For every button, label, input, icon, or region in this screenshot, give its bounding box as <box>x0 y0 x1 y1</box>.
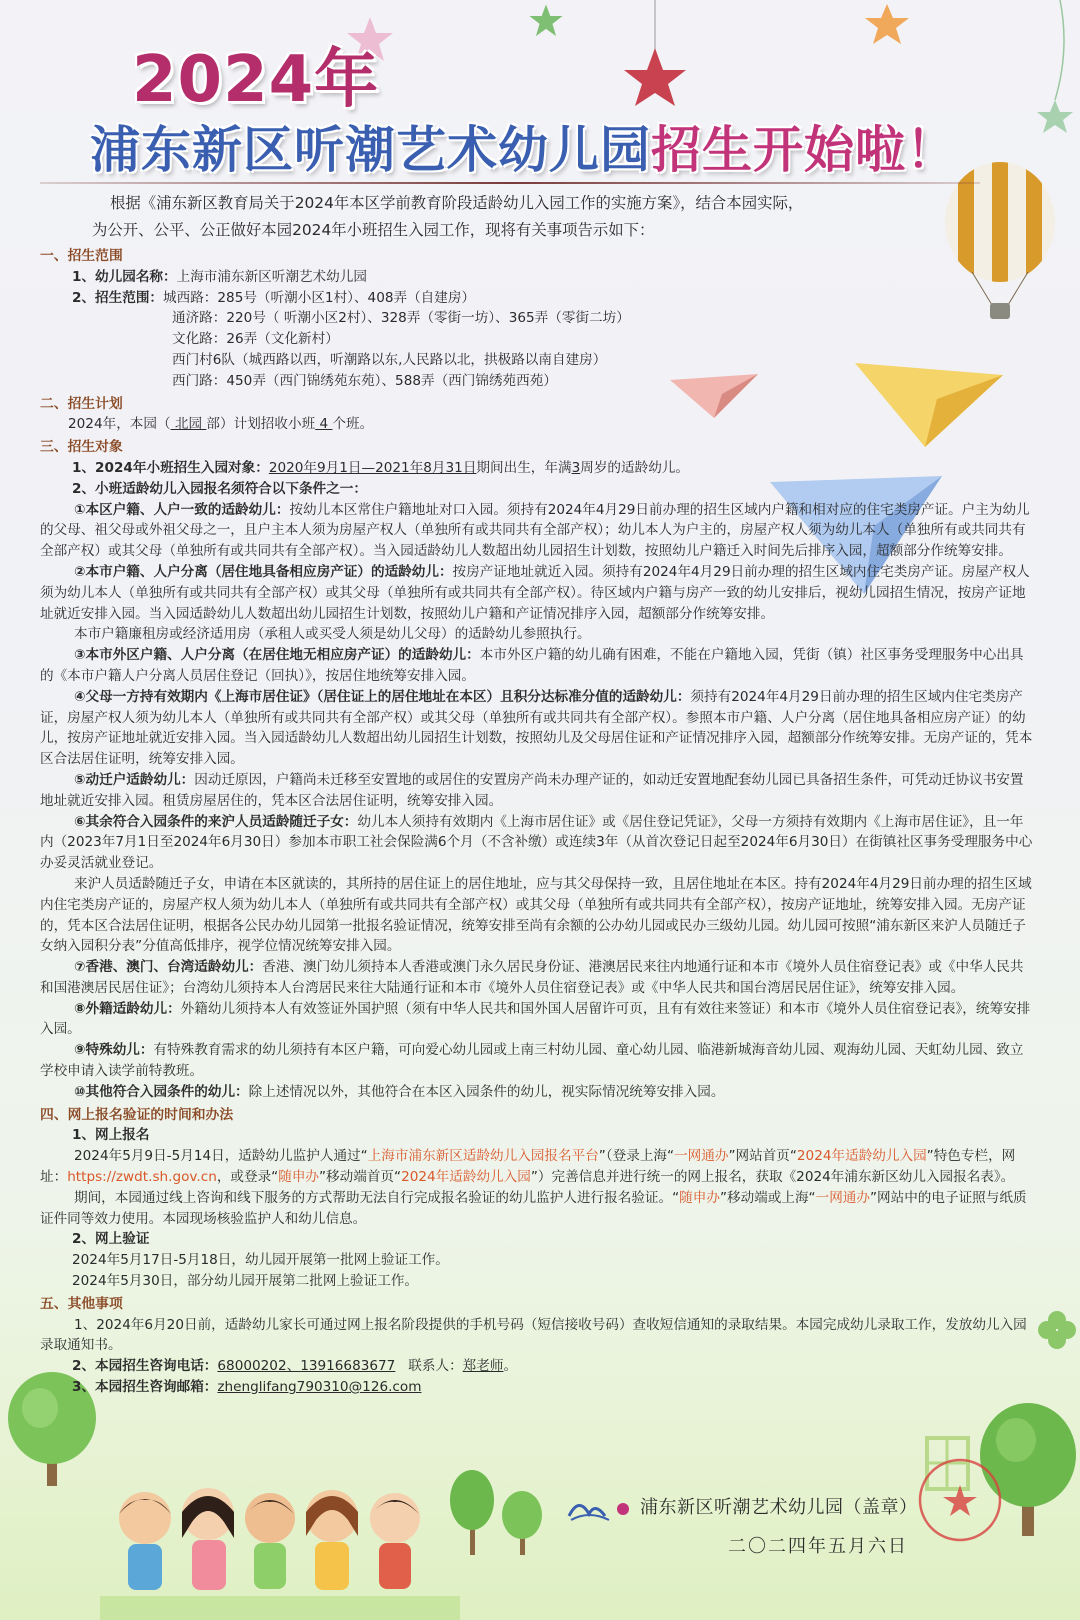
plan-row <box>40 414 1035 435</box>
condition-6 <box>40 812 1035 874</box>
range-row-0 <box>40 288 1035 309</box>
footer-date: 二〇二四年五月六日 <box>728 1536 908 1557</box>
condition-10 <box>40 1082 1035 1103</box>
notice-body <box>40 190 1035 1398</box>
range-item: 城西路：285号（听潮小区1村）、408弄（自建房） <box>163 289 476 306</box>
intro-paragraph <box>40 190 1035 244</box>
star-decoration-green <box>528 3 564 39</box>
page-title-suffix: 招生开始啦！ <box>651 121 957 179</box>
clover-icon <box>1035 1308 1079 1352</box>
registration-platform-link[interactable]: 上海市浦东新区适龄幼儿入园报名平台 <box>367 1148 599 1165</box>
condition-label: ③本市外区户籍、人户分离（在居住地无相应房产证）的适龄幼儿： <box>74 647 480 664</box>
condition-text: 因动迁原因，户籍尚未迁移至安置地的或居住的安置房产尚未办理产证的，如动迁安置地配套幼儿园已具备招生条件，可凭动迁协议书安置地址就近安排入园。租赁房屋居住的，凭本区合法居住证明，统筹安排入园。 <box>40 771 1024 809</box>
footer-school-name: 浦东新区听潮艺术幼儿园（盖章） <box>640 1497 918 1518</box>
condition-label: ⑧外籍适龄幼儿： <box>74 1000 181 1017</box>
service-text: 期间，本园通过线上咨询和线下服务的方式帮助无法自行完成报名验证的幼儿监护人进行报名验证。“ <box>74 1189 680 1206</box>
contact-person: 郑老师 <box>462 1358 504 1375</box>
section-1-heading: 一、招生范围 <box>40 248 123 264</box>
plan-class-count: 4 <box>315 416 333 433</box>
plan-text: 个班。 <box>332 416 374 433</box>
email-address[interactable]: zhenglifang790310@126.com <box>217 1379 422 1396</box>
section-3-heading: 三、招生对象 <box>40 439 123 456</box>
condition-7 <box>40 957 1035 999</box>
condition-label: ⑥其余符合入园条件的来沪人员适龄随迁子女： <box>74 813 358 830</box>
phone-label: 2、本园招生咨询电话： <box>72 1358 218 1375</box>
online-verification-heading: 2、网上验证 <box>72 1231 150 1248</box>
reg-text: ”特色专栏，网址： <box>40 1148 1016 1186</box>
condition-text: 按房产证地址就近入园。须持有2024年4月29日前办理的招生区域内住宅类房产证。房屋产权人须为幼儿本人（单独所有或共同共有全部产权）或其父母（单独所有或共同共有全部产权）。待区域内户籍与房产一致的幼儿安排后，视幼儿园招生情况，按房产证地址就近安排入园。当入园适龄幼儿人数超出幼儿园招生计划数，按照幼儿户籍和产证情况排序入园，超额部分作统筹安排。 <box>40 563 1030 622</box>
verification-batch-2: 2024年5月30日，部分幼儿园开展第二批网上验证工作。 <box>72 1273 419 1290</box>
plan-campus: 北园 <box>170 416 207 433</box>
target-text: 期间出生，年满 <box>476 459 572 476</box>
section-5-heading: 五、其他事项 <box>40 1295 123 1312</box>
special-column-link-2[interactable]: 2024年适龄幼儿入园 <box>401 1169 531 1186</box>
condition-label: ⑤动迁户适龄幼儿： <box>74 771 195 788</box>
condition-text: 除上述情况以外，其他符合在本区入园条件的幼儿，视实际情况统筹安排入园。 <box>248 1083 725 1100</box>
condition-label: ②本市户籍、人户分离（居住地具备相应房产证）的适龄幼儿： <box>74 563 453 580</box>
condition-text: 按幼儿本区常住户籍地址对口入园。须持有2024年4月29日前办理的招生区域内户籍和相对应的住宅类房产证。户主为幼儿的父母、祖父母或外祖父母之一，且户主本人须为房屋产权人（单独所有或共同共有全部产权）；幼儿本人为户主的，房屋产权人须为幼儿本人（单独所有或共同共有全部产权）或其父母（单独所有或共同共有全部产权）。当入园适龄幼儿人数超出幼儿园招生计划数，按照幼儿户籍迁入时间先后排序入园，超额部分作统筹安排。 <box>40 501 1030 560</box>
reg-text: ”（登录上海“ <box>598 1148 675 1165</box>
condition-2-extra: 本市户籍廉租房或经济适用房（承租人或买受人须是幼儿父母）的适龄幼儿参照执行。 <box>74 626 591 643</box>
condition-text: 外籍幼儿须持本人有效签证外国护照（须有中华人民共和国外国人居留许可页，且有有效往来签证）和本市《境外人员住宿登记表》，统筹安排入园。 <box>40 1000 1031 1038</box>
target-row <box>40 458 1035 479</box>
hanging-star-red-icon <box>620 0 690 120</box>
service-text: ”网站中的电子证照与纸质证件同等效力使用。本园现场核验监护人和幼儿信息。 <box>40 1189 1027 1227</box>
suishenban-link[interactable]: 随申办 <box>278 1169 320 1186</box>
phone-numbers[interactable]: 68000202、13916683677 <box>217 1358 396 1375</box>
contact-end: 。 <box>503 1358 518 1375</box>
school-logo-icon <box>565 1494 635 1524</box>
target-age: 3 <box>571 459 581 476</box>
ywtb-link[interactable]: 一网通办 <box>674 1148 729 1165</box>
reg-text: ”移动端首页“ <box>319 1169 402 1186</box>
section-4-heading: 四、网上报名验证的时间和办法 <box>40 1106 234 1123</box>
condition-text: 须持有2024年4月29日前办理的招生区域内住宅类房产证，房屋产权人须为幼儿本人（单独所有或共同共有全部产权）或其父母（单独所有或共同共有全部产权）。参照本市户籍、人户分离（居住地具备相应房产证）的幼儿，按房产证地址就近安排入园。当入园适龄幼儿人数超出幼儿园招生计划数，按照幼儿及父母居住证和产证情况排序入园，超额部分作统筹安排。无房产证的，凭本区合法居住证明，统筹安排入园。 <box>40 688 1033 768</box>
condition-text: 本市外区户籍的幼儿确有困难，不能在户籍地入园，凭街（镇）社区事务受理服务中心出具的《本市户籍人户分离人员居住登记（回执）》，按居住地统筹安排入园。 <box>40 647 1024 684</box>
hanging-star-teal-icon <box>1030 0 1080 150</box>
condition-5 <box>40 770 1035 812</box>
condition-text: 香港、澳门幼儿须持本人香港或澳门永久居民身份证、港澳居民来往内地通行证和本市《境外人员住宿登记表》或《中华人民共和国港澳居民居住证》；台湾幼儿须持本人台湾居民来往大陆通行证和本市《境外人员住宿登记表》或《中华人民共和国台湾居民居住证》，统筹安排入园。 <box>40 959 1024 996</box>
website-url-link[interactable]: https://zwdt.sh.gov.cn <box>67 1169 217 1186</box>
target-text: 周岁的适龄幼儿。 <box>580 459 689 476</box>
target-birth-range: 2020年9月1日—2021年8月31日 <box>268 459 477 476</box>
children-illustration <box>100 1478 460 1620</box>
range-label: 2、招生范围： <box>72 289 164 306</box>
condition-2 <box>40 562 1035 624</box>
verification-batch-1: 2024年5月17日-5月18日，幼儿园开展第一批网上验证工作。 <box>72 1252 449 1269</box>
conditions-heading: 2、小班适龄幼儿入园报名须符合以下条件之一： <box>72 480 367 497</box>
ywtb-link-2[interactable]: 一网通办 <box>815 1189 870 1206</box>
service-text: ”移动端或上海“ <box>719 1189 816 1206</box>
plan-text: 部）计划招收小班 <box>206 416 316 433</box>
condition-label: ⑩其他符合入园条件的幼儿： <box>74 1083 249 1100</box>
page-title-school: 浦东新区听潮艺术幼儿园 <box>90 121 651 179</box>
condition-3 <box>40 645 1035 687</box>
range-row-3: 西门村6队（城西路以西，听潮路以东,人民路以北，拱极路以南自建房） <box>172 351 607 368</box>
reg-text: 2024年5月9日-5月14日，适龄幼儿监护人通过“ <box>74 1148 368 1165</box>
condition-9 <box>40 1040 1035 1082</box>
condition-text: 有特殊教育需求的幼儿须持有本区户籍，可向爱心幼儿园或上南三村幼儿园、童心幼儿园、临港新城海音幼儿园、观海幼儿园、天虹幼儿园、致立学校申请入读学前特教班。 <box>40 1042 1024 1080</box>
intro-line-1: 根据《浦东新区教育局关于2024年本区学前教育阶段适龄幼儿入园工作的实施方案》，结合本园实际， <box>110 194 804 212</box>
condition-8 <box>40 999 1035 1041</box>
online-registration-text <box>40 1146 1035 1188</box>
reg-text: ”网站首页“ <box>728 1148 797 1165</box>
page-title <box>90 110 957 182</box>
school-name-value: 上海市浦东新区听潮艺术幼儿园 <box>176 268 367 285</box>
special-column-link[interactable]: 2024年适龄幼儿入园 <box>796 1148 927 1165</box>
online-service-text <box>40 1188 1035 1230</box>
condition-text: 幼儿本人须持有效期内《上海市居住证》或《居住登记凭证》，父母一方须持有效期内《上海市居住证》，且一年内（2023年7月1日至2024年6月30日）参加本市职工社会保险满6个月（不含补缴）或连续3年（从首次登记日起至2024年6月30日）在街镇社区事务受理服务中心办妥灵活就业登记。 <box>40 813 1033 872</box>
page-title-year: 2024年 <box>132 43 380 117</box>
school-name-label: 1、幼儿园名称： <box>72 268 177 285</box>
title-divider <box>40 182 980 184</box>
reg-text: ”）完善信息并进行统一的网上报名，获取《2024年浦东新区幼儿入园报名表》。 <box>530 1169 1015 1186</box>
range-row-4: 西门路：450弄（西门锦绣苑东苑）、588弄（西门锦绣苑西苑） <box>172 372 557 389</box>
condition-label: ⑦香港、澳门、台湾适龄幼儿： <box>74 959 263 976</box>
contact-email-row <box>40 1377 1035 1398</box>
hanging-star-orange-icon <box>862 0 912 50</box>
plan-text: 2024年，本园（ <box>68 416 171 433</box>
section-2-heading: 二、招生计划 <box>40 395 123 412</box>
condition-label: ④父母一方持有效期内《上海市居住证》（居住证上的居住地址在本区）且积分达标准分值的适龄幼儿： <box>74 688 691 705</box>
contact-label: 联系人： <box>408 1358 463 1375</box>
condition-1 <box>40 500 1035 562</box>
condition-label: ①本区户籍、人户一致的适龄幼儿： <box>74 501 290 518</box>
other-item-1: 1、2024年6月20日前，适龄幼儿家长可通过网上报名阶段提供的手机号码（短信接收号码）查收短信通知的录取结果。本园完成幼儿录取工作，发放幼儿入园录取通知书。 <box>40 1316 1027 1354</box>
target-label: 1、2024年小班招生入园对象： <box>72 459 269 476</box>
condition-label: ⑨特殊幼儿： <box>74 1042 154 1059</box>
condition-4 <box>40 687 1035 770</box>
online-registration-heading: 1、网上报名 <box>72 1127 150 1144</box>
condition-6-extra: 来沪人员适龄随迁子女，申请在本区就读的，其所持的居住证上的居住地址，应与其父母保持一致，且居住地址在本区。持有2024年4月29日前办理的招生区域内住宅类房产证的，房屋产权人须为幼儿本人（单独所有或共同共有全部产权）或其父母（单独所有或共同共有全部产权），按房产证地址，统筹安排入园。无房产证的，凭本区合法居住证明，根据各公民办幼儿园第一批报名验证情况，统筹安排至尚有余额的公办幼儿园或民办三级幼儿园。幼儿园可按照“浦东新区来沪人员随迁子女纳入园积分表”分值高低排序，视学位情况统筹安排入园。 <box>40 875 1032 955</box>
contact-phone-row <box>40 1356 1035 1377</box>
suishenban-link-2[interactable]: 随申办 <box>679 1189 720 1206</box>
email-label: 3、本园招生咨询邮箱： <box>72 1379 218 1396</box>
intro-line-2: 为公开、公平、公正做好本园2024年小班招生入园工作，现将有关事项告示如下： <box>92 221 655 239</box>
range-row-1: 通济路：220号（ 听潮小区2村）、328弄（零街一坊）、365弄（零街二坊） <box>172 310 630 327</box>
official-seal-stamp <box>915 1455 1005 1545</box>
range-row-2: 文化路：26弄（文化新村） <box>172 331 339 348</box>
reg-text: ，或登录“ <box>216 1169 279 1186</box>
school-name-row <box>40 267 1035 288</box>
